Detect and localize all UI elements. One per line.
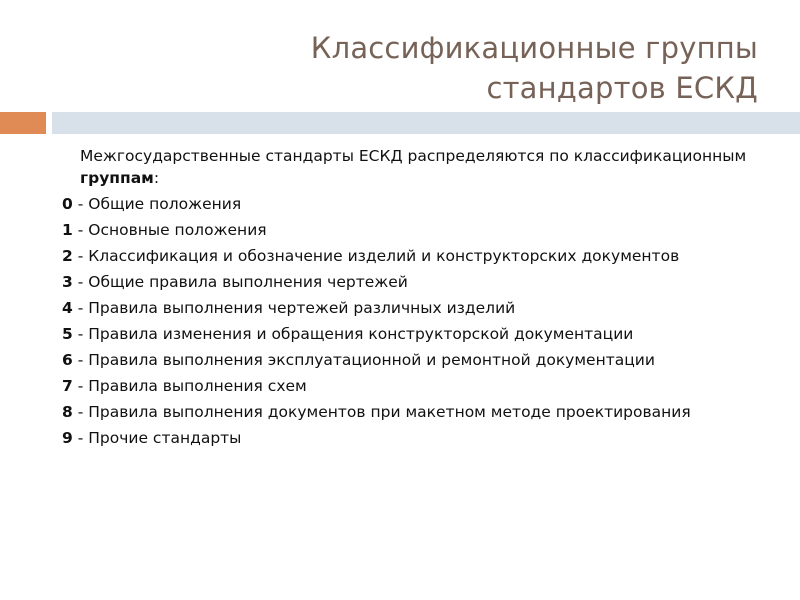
item-number: 5 xyxy=(62,325,73,343)
intro-bold-word: группам xyxy=(80,169,154,187)
slide-title xyxy=(158,28,758,108)
item-text: - Классификация и обозначение изделий и конструкторских документов xyxy=(72,247,680,265)
list-item xyxy=(62,219,762,241)
item-number: 1 xyxy=(62,221,73,239)
slide-body xyxy=(62,145,762,453)
item-text: - Общие положения xyxy=(72,195,242,213)
intro-text: Межгосударственные стандарты ЕСКД распределяются по классификационным xyxy=(80,147,747,165)
intro-colon: : xyxy=(153,169,160,187)
item-text: - Прочие стандарты xyxy=(72,429,242,447)
item-text: - Правила выполнения документов при макетном методе проектирования xyxy=(72,403,691,421)
item-text: - Основные положения xyxy=(72,221,267,239)
accent-bar-orange xyxy=(0,112,46,134)
list-item xyxy=(62,323,762,345)
list-item xyxy=(62,427,762,449)
list-item xyxy=(62,245,762,267)
list-item xyxy=(62,193,762,215)
item-number: 4 xyxy=(62,299,73,317)
list-item xyxy=(62,401,762,423)
list-item xyxy=(62,297,762,319)
intro-paragraph xyxy=(62,145,762,189)
item-number: 7 xyxy=(62,377,73,395)
item-number: 0 xyxy=(62,195,73,213)
item-text: - Правила изменения и обращения конструкторской документации xyxy=(72,325,634,343)
item-text: - Правила выполнения чертежей различных изделий xyxy=(72,299,516,317)
title-line-1: Классификационные группы xyxy=(310,31,758,65)
list-item xyxy=(62,375,762,397)
title-line-2: стандартов ЕСКД xyxy=(486,71,758,105)
item-text: - Правила выполнения эксплуатационной и ремонтной документации xyxy=(72,351,655,369)
item-number: 6 xyxy=(62,351,73,369)
item-number: 2 xyxy=(62,247,73,265)
accent-bar-blue xyxy=(52,112,800,134)
item-number: 8 xyxy=(62,403,73,421)
list-item xyxy=(62,349,762,371)
item-number: 3 xyxy=(62,273,73,291)
item-text: - Правила выполнения схем xyxy=(72,377,307,395)
item-text: - Общие правила выполнения чертежей xyxy=(72,273,408,291)
list-item xyxy=(62,271,762,293)
item-number: 9 xyxy=(62,429,73,447)
